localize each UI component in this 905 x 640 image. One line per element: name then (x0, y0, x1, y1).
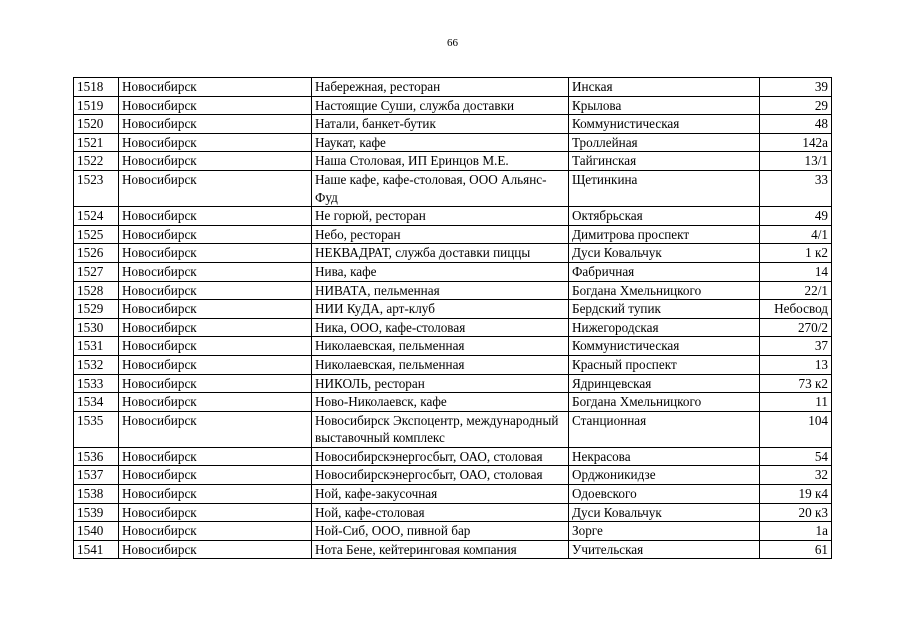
city-cell: Новосибирск (119, 300, 312, 319)
row-number-cell: 1529 (74, 300, 119, 319)
city-cell: Новосибирск (119, 355, 312, 374)
street-cell: Станционная (569, 411, 760, 447)
city-cell: Новосибирск (119, 522, 312, 541)
city-cell: Новосибирск (119, 485, 312, 504)
establishment-cell: Ной-Сиб, ООО, пивной бар (312, 522, 569, 541)
establishment-cell: НИКОЛЬ, ресторан (312, 374, 569, 393)
registry-table-body (74, 78, 832, 559)
street-cell: Богдана Хмельницкого (569, 281, 760, 300)
street-cell: Некрасова (569, 447, 760, 466)
table-row (74, 115, 832, 134)
street-cell: Коммунистическая (569, 337, 760, 356)
row-number-cell: 1530 (74, 318, 119, 337)
row-number-cell: 1531 (74, 337, 119, 356)
row-number-cell: 1537 (74, 466, 119, 485)
house-number-cell: 13 (760, 355, 832, 374)
city-cell: Новосибирск (119, 466, 312, 485)
city-cell: Новосибирск (119, 540, 312, 559)
table-row (74, 244, 832, 263)
street-cell: Нижегородская (569, 318, 760, 337)
street-cell: Зорге (569, 522, 760, 541)
table-row (74, 540, 832, 559)
house-number-cell: 22/1 (760, 281, 832, 300)
city-cell: Новосибирск (119, 503, 312, 522)
house-number-cell: 1 к2 (760, 244, 832, 263)
street-cell: Димитрова проспект (569, 225, 760, 244)
establishment-cell: Ново-Николаевск, кафе (312, 393, 569, 412)
table-row (74, 466, 832, 485)
street-cell: Богдана Хмельницкого (569, 393, 760, 412)
establishment-cell: Наукат, кафе (312, 133, 569, 152)
table-row (74, 522, 832, 541)
house-number-cell: 49 (760, 207, 832, 226)
house-number-cell: 20 к3 (760, 503, 832, 522)
row-number-cell: 1534 (74, 393, 119, 412)
registry-table (73, 77, 832, 559)
street-cell: Одоевского (569, 485, 760, 504)
establishment-cell: Натали, банкет-бутик (312, 115, 569, 134)
establishment-cell: НЕКВАДРАТ, служба доставки пиццы (312, 244, 569, 263)
table-row (74, 225, 832, 244)
row-number-cell: 1539 (74, 503, 119, 522)
establishment-cell: Наша Столовая, ИП Еринцов М.Е. (312, 152, 569, 171)
street-cell: Октябрьская (569, 207, 760, 226)
table-row (74, 96, 832, 115)
row-number-cell: 1538 (74, 485, 119, 504)
table-row (74, 503, 832, 522)
row-number-cell: 1519 (74, 96, 119, 115)
establishment-cell: НИВАТА, пельменная (312, 281, 569, 300)
city-cell: Новосибирск (119, 337, 312, 356)
table-row (74, 318, 832, 337)
street-cell: Коммунистическая (569, 115, 760, 134)
house-number-cell: 29 (760, 96, 832, 115)
row-number-cell: 1536 (74, 447, 119, 466)
street-cell: Инская (569, 78, 760, 97)
city-cell: Новосибирск (119, 411, 312, 447)
establishment-cell: Ной, кафе-столовая (312, 503, 569, 522)
establishment-cell: Николаевская, пельменная (312, 355, 569, 374)
row-number-cell: 1524 (74, 207, 119, 226)
establishment-cell: Нива, кафе (312, 262, 569, 281)
establishment-cell: Ника, ООО, кафе-столовая (312, 318, 569, 337)
establishment-cell: Ной, кафе-закусочная (312, 485, 569, 504)
row-number-cell: 1520 (74, 115, 119, 134)
street-cell: Орджоникидзе (569, 466, 760, 485)
city-cell: Новосибирск (119, 78, 312, 97)
city-cell: Новосибирск (119, 393, 312, 412)
table-row (74, 355, 832, 374)
table-row (74, 300, 832, 319)
table-row (74, 133, 832, 152)
house-number-cell: 33 (760, 170, 832, 206)
row-number-cell: 1535 (74, 411, 119, 447)
city-cell: Новосибирск (119, 207, 312, 226)
city-cell: Новосибирск (119, 152, 312, 171)
house-number-cell: 1а (760, 522, 832, 541)
city-cell: Новосибирск (119, 262, 312, 281)
house-number-cell: 32 (760, 466, 832, 485)
establishment-cell: Наше кафе, кафе-столовая, ООО Альянс-Фуд (312, 170, 569, 206)
house-number-cell: 4/1 (760, 225, 832, 244)
house-number-cell: 39 (760, 78, 832, 97)
row-number-cell: 1526 (74, 244, 119, 263)
house-number-cell: 19 к4 (760, 485, 832, 504)
city-cell: Новосибирск (119, 374, 312, 393)
establishment-cell: Настоящие Суши, служба доставки (312, 96, 569, 115)
row-number-cell: 1525 (74, 225, 119, 244)
city-cell: Новосибирск (119, 244, 312, 263)
street-cell: Дуси Ковальчук (569, 503, 760, 522)
house-number-cell: 13/1 (760, 152, 832, 171)
street-cell: Тайгинская (569, 152, 760, 171)
row-number-cell: 1533 (74, 374, 119, 393)
street-cell: Дуси Ковальчук (569, 244, 760, 263)
street-cell: Фабричная (569, 262, 760, 281)
row-number-cell: 1518 (74, 78, 119, 97)
establishment-cell: Небо, ресторан (312, 225, 569, 244)
house-number-cell: 11 (760, 393, 832, 412)
row-number-cell: 1532 (74, 355, 119, 374)
city-cell: Новосибирск (119, 133, 312, 152)
table-row (74, 281, 832, 300)
house-number-cell: 104 (760, 411, 832, 447)
table-row (74, 393, 832, 412)
city-cell: Новосибирск (119, 170, 312, 206)
establishment-cell: Николаевская, пельменная (312, 337, 569, 356)
row-number-cell: 1540 (74, 522, 119, 541)
house-number-cell: 270/2 (760, 318, 832, 337)
table-row (74, 207, 832, 226)
street-cell: Троллейная (569, 133, 760, 152)
city-cell: Новосибирск (119, 96, 312, 115)
table-row (74, 411, 832, 447)
row-number-cell: 1522 (74, 152, 119, 171)
street-cell: Бердский тупик (569, 300, 760, 319)
establishment-cell: Новосибирскэнергосбыт, ОАО, столовая (312, 447, 569, 466)
row-number-cell: 1527 (74, 262, 119, 281)
city-cell: Новосибирск (119, 225, 312, 244)
street-cell: Красный проспект (569, 355, 760, 374)
row-number-cell: 1528 (74, 281, 119, 300)
house-number-cell: 48 (760, 115, 832, 134)
table-row (74, 485, 832, 504)
table-row (74, 337, 832, 356)
city-cell: Новосибирск (119, 447, 312, 466)
establishment-cell: Не горюй, ресторан (312, 207, 569, 226)
city-cell: Новосибирск (119, 318, 312, 337)
house-number-cell: Небосвод (760, 300, 832, 319)
table-row (74, 374, 832, 393)
table-row (74, 447, 832, 466)
house-number-cell: 37 (760, 337, 832, 356)
house-number-cell: 61 (760, 540, 832, 559)
house-number-cell: 14 (760, 262, 832, 281)
page-number: 66 (447, 37, 458, 49)
house-number-cell: 142а (760, 133, 832, 152)
table-row (74, 78, 832, 97)
city-cell: Новосибирск (119, 115, 312, 134)
establishment-cell: Нота Бене, кейтеринговая компания (312, 540, 569, 559)
street-cell: Щетинкина (569, 170, 760, 206)
row-number-cell: 1523 (74, 170, 119, 206)
table-row (74, 170, 832, 206)
row-number-cell: 1541 (74, 540, 119, 559)
street-cell: Учительская (569, 540, 760, 559)
establishment-cell: НИИ КуДА, арт-клуб (312, 300, 569, 319)
city-cell: Новосибирск (119, 281, 312, 300)
table-row (74, 152, 832, 171)
house-number-cell: 73 к2 (760, 374, 832, 393)
table-row (74, 262, 832, 281)
house-number-cell: 54 (760, 447, 832, 466)
row-number-cell: 1521 (74, 133, 119, 152)
establishment-cell: Набережная, ресторан (312, 78, 569, 97)
establishment-cell: Новосибирск Экспоцентр, международный выставочный комплекс (312, 411, 569, 447)
street-cell: Ядринцевская (569, 374, 760, 393)
street-cell: Крылова (569, 96, 760, 115)
establishment-cell: Новосибирскэнергосбыт, ОАО, столовая (312, 466, 569, 485)
